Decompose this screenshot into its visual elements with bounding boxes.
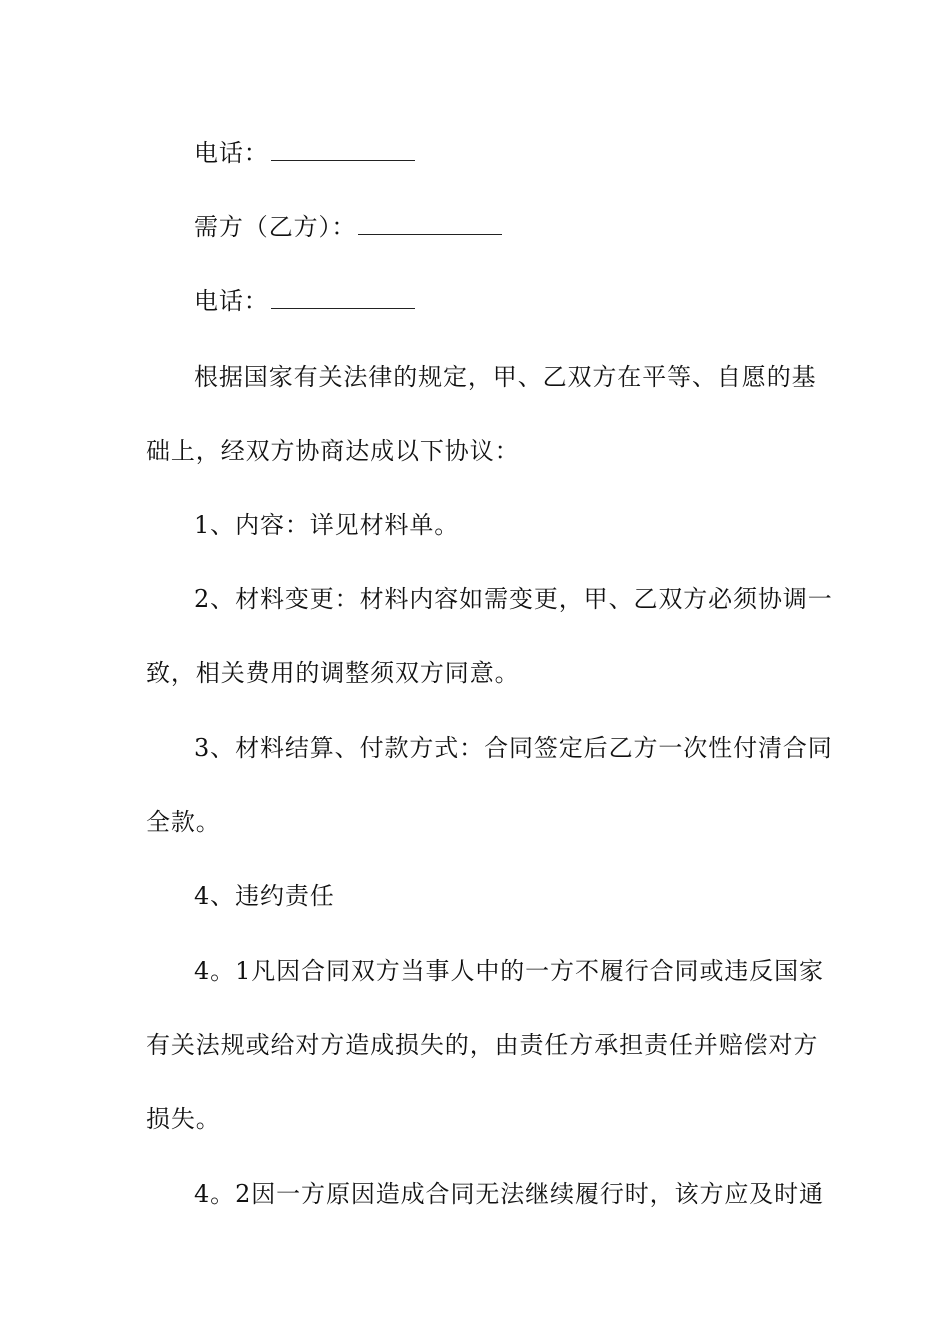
phone-field-supplier bbox=[194, 138, 810, 168]
field-label: 电话： bbox=[194, 139, 269, 167]
clause-3-line: 3、材料结算、付款方式：合同签定后乙方一次性付清合同 bbox=[194, 734, 833, 762]
clause-3-line: 全款。 bbox=[146, 808, 221, 836]
field-label: 电话： bbox=[194, 287, 269, 315]
clause-4-1-line: 损失。 bbox=[146, 1105, 221, 1133]
field-label: 需方（乙方）： bbox=[194, 213, 357, 241]
clause-4-1-line: 有关法规或给对方造成损失的，由责任方承担责任并赔偿对方 bbox=[146, 1031, 819, 1059]
clause-1-line: 1、内容：详见材料单。 bbox=[194, 511, 460, 539]
paragraph-line: 根据国家有关法律的规定，甲、乙双方在平等、自愿的基 bbox=[194, 363, 817, 391]
paragraph-line: 础上，经双方协商达成以下协议： bbox=[146, 437, 520, 465]
buyer-field bbox=[194, 212, 810, 242]
clause-4-heading: 4、违约责任 bbox=[194, 882, 335, 910]
field-blank-line bbox=[358, 214, 502, 235]
field-blank-line bbox=[271, 288, 415, 309]
clause-4-2-line: 4。2因一方原因造成合同无法继续履行时，该方应及时通 bbox=[194, 1180, 824, 1208]
field-blank-line bbox=[271, 140, 415, 161]
clause-2-line: 致，相关费用的调整须双方同意。 bbox=[146, 659, 520, 687]
phone-field-buyer bbox=[194, 286, 810, 316]
clause-2-line: 2、材料变更：材料内容如需变更，甲、乙双方必须协调一 bbox=[194, 585, 833, 613]
clause-4-1-line: 4。1凡因合同双方当事人中的一方不履行合同或违反国家 bbox=[194, 957, 824, 985]
